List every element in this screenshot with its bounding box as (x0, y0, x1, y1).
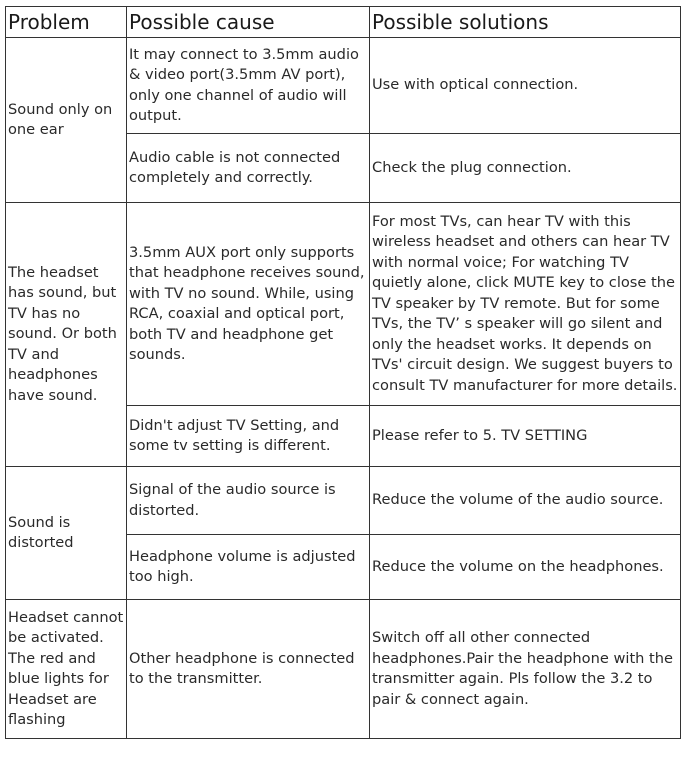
cause-cell: Signal of the audio source is distorted. (127, 467, 370, 535)
cause-cell: Headphone volume is adjusted too high. (127, 535, 370, 600)
header-possible-solutions: Possible solutions (370, 7, 681, 38)
table-row (6, 467, 681, 535)
cause-cell: Didn't adjust TV Setting, and some tv setting is different. (127, 406, 370, 467)
table-row (6, 203, 681, 406)
cause-cell: It may connect to 3.5mm audio & video port(3.5mm AV port), only one channel of audio will output. (127, 38, 370, 134)
solution-cell: For most TVs, can hear TV with this wireless headset and others can hear TV with normal voice; For watching TV quietly alone, click MUTE key to close the TV speaker by TV remote. But for some TVs, the TV’ s speaker will go silent and only the headset works. It depends on TVs' circuit design. We suggest buyers to consult TV manufacturer for more details. (370, 203, 681, 406)
cause-cell: 3.5mm AUX port only supports that headphone receives sound, with TV no sound. While, using RCA, coaxial and optical port, both TV and headphone get sounds. (127, 203, 370, 406)
problem-cell: Sound is distorted (6, 467, 127, 600)
table-row (6, 600, 681, 739)
cause-cell: Audio cable is not connected completely and correctly. (127, 134, 370, 203)
header-row (6, 7, 681, 38)
solution-cell: Reduce the volume on the headphones. (370, 535, 681, 600)
solution-cell: Switch off all other connected headphones.Pair the headphone with the transmitter again. Pls follow the 3.2 to pair & connect again. (370, 600, 681, 739)
solution-cell: Check the plug connection. (370, 134, 681, 203)
problem-cell: Headset cannot be activated. The red and blue lights for Headset are flashing (6, 600, 127, 739)
solution-cell: Please refer to 5. TV SETTING (370, 406, 681, 467)
cause-cell: Other headphone is connected to the transmitter. (127, 600, 370, 739)
solution-cell: Reduce the volume of the audio source. (370, 467, 681, 535)
table-row (6, 38, 681, 134)
problem-cell: Sound only on one ear (6, 38, 127, 203)
solution-cell: Use with optical connection. (370, 38, 681, 134)
troubleshooting-table (5, 6, 681, 739)
header-possible-cause: Possible cause (127, 7, 370, 38)
header-problem: Problem (6, 7, 127, 38)
problem-cell: The headset has sound, but TV has no sound. Or both TV and headphones have sound. (6, 203, 127, 467)
